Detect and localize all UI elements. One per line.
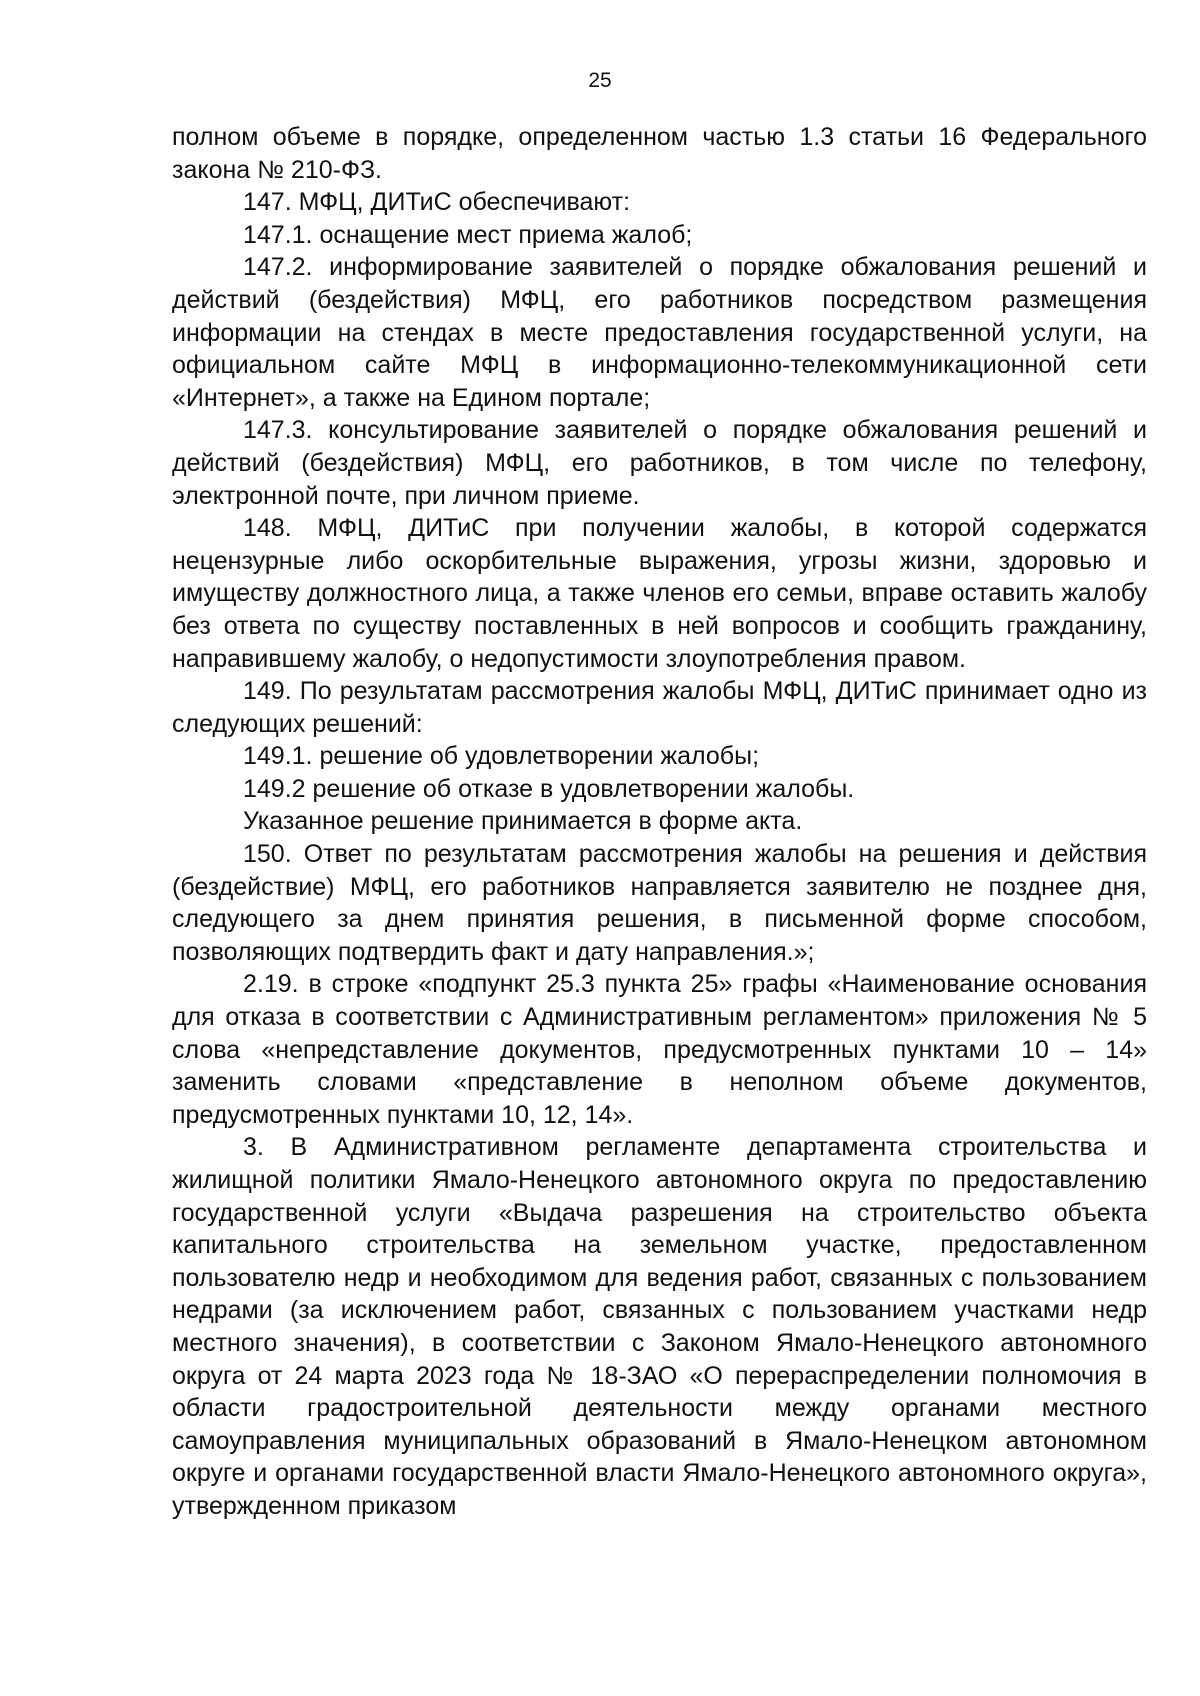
page-number: 25 xyxy=(588,69,612,92)
paragraph-1: полном объеме в порядке, определенном частью 1.3 статьи 16 Федерального закона № 210-ФЗ. xyxy=(172,123,1147,184)
paragraph-149-1: 149.1. решение об удовлетворении жалобы; xyxy=(243,742,760,771)
paragraph-147-1: 147.1. оснащение мест приема жалоб; xyxy=(243,220,693,249)
document-body xyxy=(172,121,1147,1523)
paragraph-3: 3. В Административном регламенте департамента строительства и жилищной политики Ямало-Ненецкого автономного округа по предоставлению государственной услуги «Выдача разрешения на строительство объекта капитального строительства на земельном участке, предоставленном пользователю недр и необходимом для ведения работ, связанных с пользованием недрами (за исключением работ, связанных с пользованием участками недр местного значения), в соответствии с Законом Ямало-Ненецкого автономного округа от 24 марта 2023 года № 18-ЗАО «О перераспределении полномочия в области градостроительной деятельности между органами местного самоуправления муниципальных образований в Ямало-Ненецком автономном округе и органами государственной власти Ямало-Ненецкого автономного округа», утвержденном приказом xyxy=(172,1133,1147,1520)
paragraph-2-19: 2.19. в строке «подпункт 25.3 пункта 25» графы «Наименование основания для отказа в соответствии с Административным регламентом» приложения № 5 слова «непредставление документов, предусмотренных пунктами 10 – 14» заменить словами «представление в неполном объеме документов, предусмотренных пунктами 10, 12, 14». xyxy=(172,970,1147,1129)
paragraph-147-2: 147.2. информирование заявителей о порядке обжалования решений и действий (бездействия) МФЦ, его работников посредством размещения информации на стендах в месте предоставления государственной услуги, на официальном сайте МФЦ в информационно-телекоммуникационной сети «Интернет», а также на Едином портале; xyxy=(172,253,1147,412)
paragraph-148: 148. МФЦ, ДИТиС при получении жалобы, в которой содержатся нецензурные либо оскорбительные выражения, угрозы жизни, здоровью и имуществу должностного лица, а также членов его семьи, вправе оставить жалобу без ответа по существу поставленных в ней вопросов и сообщить гражданину, направившему жалобу, о недопустимости злоупотребления правом. xyxy=(172,514,1147,673)
paragraph-act-form: Указанное решение принимается в форме акта. xyxy=(243,807,803,836)
paragraph-150: 150. Ответ по результатам рассмотрения жалобы на решения и действия (бездействие) МФЦ, его работников направляется заявителю не позднее дня, следующего за днем принятия решения, в письменной форме способом, позволяющих подтвердить факт и дату направления.»; xyxy=(172,840,1147,966)
paragraph-147-3: 147.3. консультирование заявителей о порядке обжалования решений и действий (бездействия) МФЦ, его работников, в том числе по телефону, электронной почте, при личном приеме. xyxy=(172,416,1147,510)
paragraph-149-2: 149.2 решение об отказе в удовлетворении жалобы. xyxy=(243,774,855,803)
paragraph-147: 147. МФЦ, ДИТиС обеспечивают: xyxy=(243,188,631,217)
paragraph-149: 149. По результатам рассмотрения жалобы МФЦ, ДИТиС принимает одно из следующих решений: xyxy=(172,677,1147,738)
